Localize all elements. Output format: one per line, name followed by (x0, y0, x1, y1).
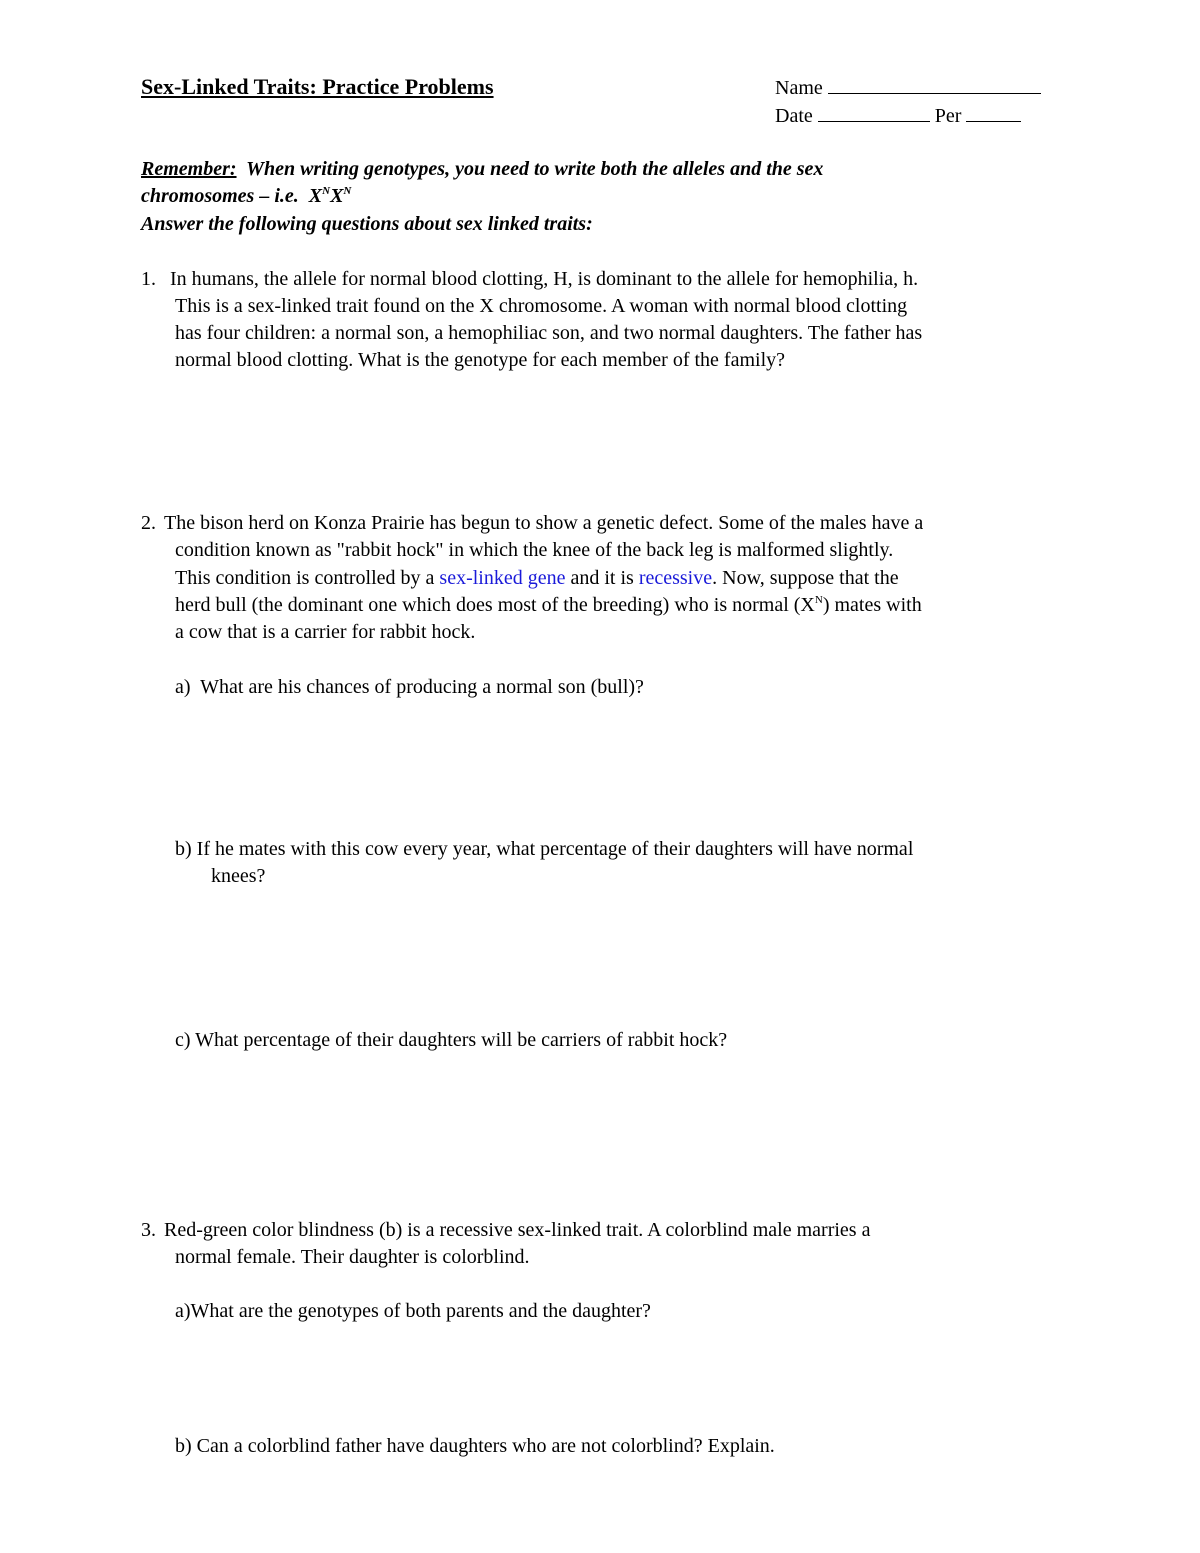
q2-line-5: a cow that is a carrier for rabbit hock. (175, 621, 476, 643)
q1-line-4: normal blood clotting. What is the genotype for each member of the family? (175, 349, 785, 371)
q3-part-a: a)What are the genotypes of both parents and the daughter? (175, 1300, 651, 1322)
q2-line-1: The bison herd on Konza Prairie has begun to show a genetic defect. Some of the males have a (164, 512, 924, 534)
q1-line-2: This is a sex-linked trait found on the X chromosome. A woman with normal blood clotting (175, 295, 908, 317)
date-per-field[interactable] (775, 105, 1021, 128)
q3-number: 3. (141, 1219, 156, 1241)
q3-line-2: normal female. Their daughter is colorblind. (175, 1246, 530, 1268)
name-blank[interactable] (828, 77, 1041, 94)
genotype-example: $X^NX^N$ (308, 185, 352, 207)
q1-number: 1. (141, 268, 156, 290)
name-label: Name (775, 77, 823, 99)
name-field[interactable] (775, 77, 1041, 100)
q1-line-3: has four children: a normal son, a hemophiliac son, and two normal daughters. The father has (175, 322, 923, 344)
q1-line-1: In humans, the allele for normal blood clotting, H, is dominant to the allele for hemophilia, h. (170, 268, 919, 290)
remember-label: Remember: (141, 158, 237, 180)
sex-linked-gene-link[interactable]: sex-linked gene (439, 567, 566, 589)
page-title: Sex-Linked Traits: Practice Problems (141, 74, 494, 99)
q2-part-c: c) What percentage of their daughters will be carriers of rabbit hock? (175, 1029, 728, 1051)
recessive-link[interactable]: recessive (638, 567, 713, 589)
date-blank[interactable] (818, 105, 930, 122)
date-label: Date (775, 105, 813, 127)
answer-instruction: Answer the following questions about sex linked traits: (141, 213, 593, 235)
q2-part-a: a) What are his chances of producing a normal son (bull)? (175, 676, 644, 698)
q2-part-b-line-2: knees? (211, 865, 266, 887)
remember-text: When writing genotypes, you need to write both the alleles and the sex (246, 158, 824, 180)
q2-line-2: condition known as "rabbit hock" in which the knee of the back leg is malformed slightly. (175, 539, 894, 561)
remember-line-2 (141, 185, 351, 208)
per-label: Per (934, 105, 962, 127)
remember-text-2: chromosomes – i.e. (141, 185, 299, 207)
q2-line-4: herd bull (the dominant one which does most of the breeding) who is normal $(X^N)$ mates with (175, 594, 922, 616)
q3-part-b: b) Can a colorblind father have daughters who are not colorblind? Explain. (175, 1435, 775, 1457)
q2-line-3: This condition is controlled by a sex-linked gene and it is recessive. Now, suppose that the (175, 567, 899, 589)
per-blank[interactable] (966, 105, 1021, 122)
q3-line-1: Red-green color blindness (b) is a recessive sex-linked trait. A colorblind male marries a (164, 1219, 871, 1241)
q2-number: 2. (141, 512, 156, 534)
remember-line (141, 158, 823, 181)
q2-part-b-line-1: b) If he mates with this cow every year, what percentage of their daughters will have normal (175, 838, 914, 860)
